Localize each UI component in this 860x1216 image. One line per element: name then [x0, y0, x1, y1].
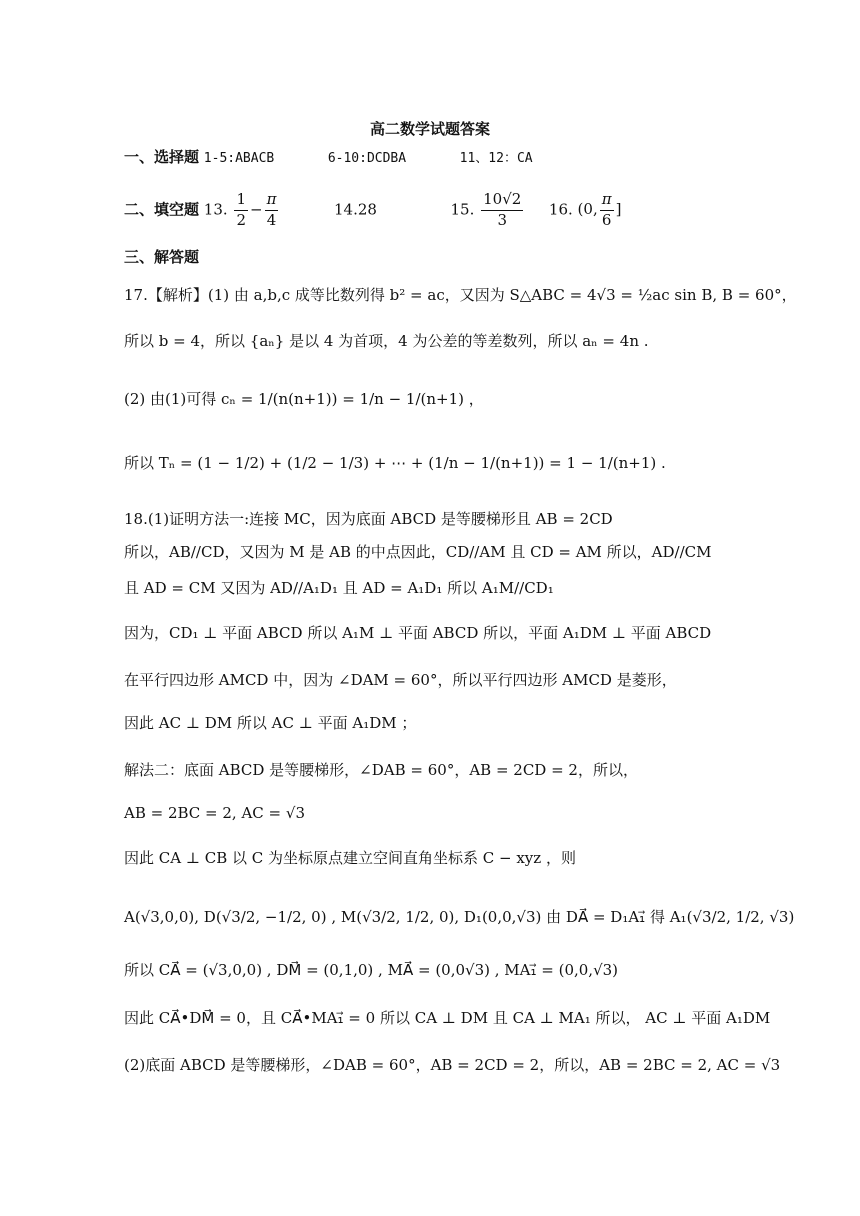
q17-line-4: 所以 Tₙ = (1 − 1/2) + (1/2 − 1/3) + ⋯ + (1/n − 1/(n+1)) = 1 − 1/(n+1) .: [124, 454, 666, 472]
q18-line-9: 因此 CA ⊥ CB 以 C 为坐标原点建立空间直角坐标系 C − xyz ，则: [124, 849, 576, 867]
q18-line-10: A(√3,0,0), D(√3/2, −1/2, 0) , M(√3/2, 1/2, 0), D₁(0,0,√3) 由 DA⃗ = D₁A₁⃗ 得 A₁(√3/2, 1/2, √3): [124, 908, 795, 926]
q18-line-5: 在平行四边形 AMCD 中，因为 ∠DAM = 60°，所以平行四边形 AMCD 是菱形，: [124, 671, 677, 689]
q18-line-11: 所以 CA⃗ = (√3,0,0) , DM⃗ = (0,1,0) , MA⃗ = (0,0√3) , MA₁⃗ = (0,0,√3): [124, 961, 619, 979]
q18-line-2: 所以，AB//CD，又因为 M 是 AB 的中点因此，CD//AM 且 CD = AM 所以，AD//CM: [124, 543, 712, 561]
choice-answers: [124, 150, 533, 165]
q18-line-12: 因此 CA⃗•DM⃗ = 0，且 CA⃗•MA₁⃗ = 0 所以 CA ⊥ DM 且 CA ⊥ MA₁ 所以， AC ⊥ 平面 A₁DM: [124, 1009, 771, 1027]
q16-answer: (0, $\frac{\pi}{6}$ ]: [577, 190, 622, 229]
q18-line-3: 且 AD = CM 又因为 AD//A₁D₁ 且 AD = A₁D₁ 所以 A₁M//CD₁: [124, 579, 554, 597]
choice-6-10: 6-10:DCDBA: [327, 151, 407, 166]
q13-answer: $\frac{1}{2}$: [236, 190, 246, 229]
q18-line-1: 18.(1)证明方法一:连接 MC，因为底面 ABCD 是等腰梯形且 AB = 2CD: [124, 510, 613, 528]
q17-line-3: (2) 由(1)可得 cₙ = 1/(n(n+1)) = 1/n − 1/(n+1) ，: [124, 390, 484, 408]
q15-answer: $\frac{10√2}{3}$: [483, 190, 522, 229]
q17-line-2: 所以 b = 4，所以 {aₙ} 是以 4 为首项，4 为公差的等差数列，所以 aₙ = 4n .: [124, 332, 649, 350]
q18-line-8: AB = 2BC = 2, AC = √3: [124, 804, 305, 822]
q17-line-1: 17.【解析】(1) 由 a,b,c 成等比数列得 b² = ac，又因为 S△ABC = 4√3 = ½ac sin B, B = 60°，: [124, 286, 797, 304]
page-title: 高二数学试题答案: [369, 120, 490, 138]
q16-number: 16.: [548, 200, 573, 219]
q18-line-7: 解法二：底面 ABCD 是等腰梯形，∠DAB = 60°，AB = 2CD = 2，所以，: [124, 761, 638, 779]
q18-line-6: 因此 AC ⊥ DM 所以 AC ⊥ 平面 A₁DM ；: [124, 714, 417, 732]
q13-number: 13.: [203, 200, 228, 219]
section-answer-label: 三、解答题: [124, 248, 200, 266]
q14-answer: 14.28: [333, 200, 377, 219]
section-choice-label: 一、选择题: [124, 148, 200, 166]
choice-1-5: 1-5:ABACB: [203, 151, 275, 166]
q18-line-4: 因为，CD₁ ⊥ 平面 ABCD 所以 A₁M ⊥ 平面 ABCD 所以，平面 A₁DM ⊥ 平面 ABCD: [124, 624, 712, 642]
q18-line-13: (2)底面 ABCD 是等腰梯形，∠DAB = 60°，AB = 2CD = 2，所以，AB = 2BC = 2, AC = √3: [124, 1056, 781, 1074]
q15-number: 15.: [450, 200, 475, 219]
choice-11-12: 11、12：CA: [459, 151, 533, 166]
fill-answers: 二、填空题 13. $\frac{1}{2}$ − $\frac{\pi}{4}$ 14.28 15. $\frac{10√2}{3}$ 16. (0, $\frac{\pi}{6}$ ]: [124, 190, 622, 229]
section-fill-label: 二、填空题: [124, 200, 200, 219]
